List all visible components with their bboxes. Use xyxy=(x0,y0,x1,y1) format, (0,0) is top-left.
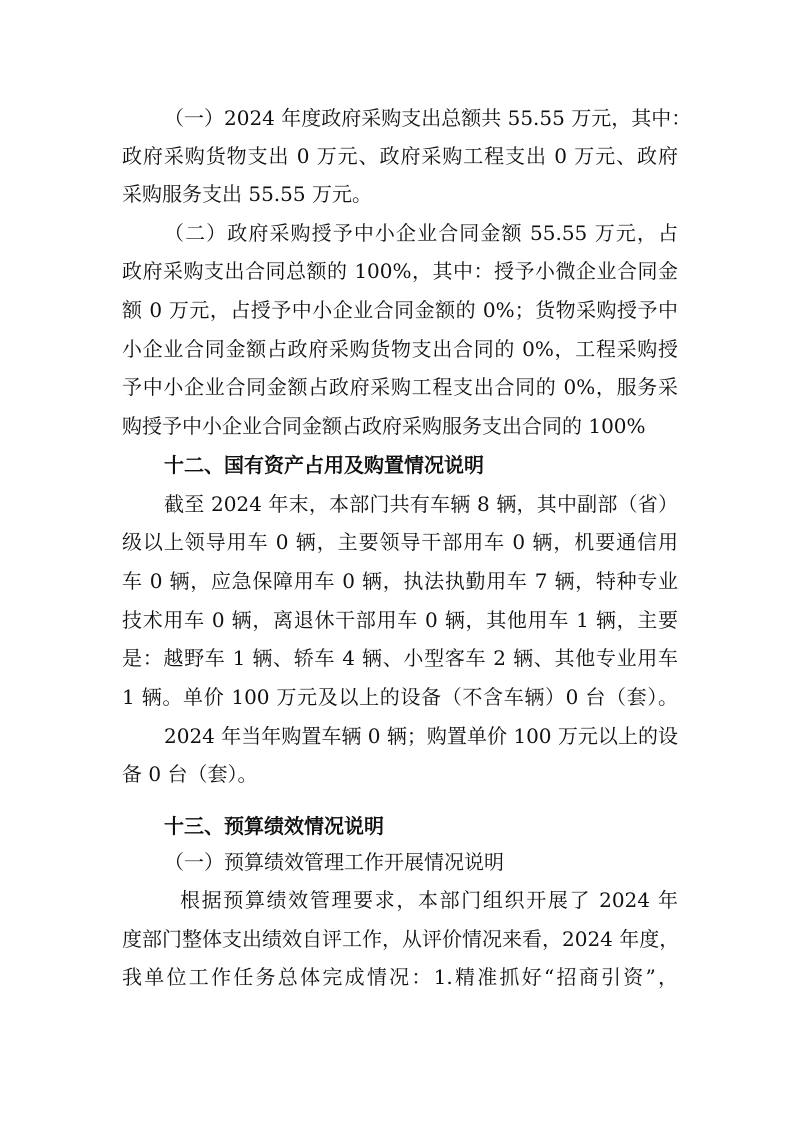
text-line: 政府采购货物支出 0 万元、政府采购工程支出 0 万元、政府 xyxy=(122,144,678,168)
text-line: 度部门整体支出绩效自评工作，从评价情况来看，2024 年度， xyxy=(122,927,680,951)
text-line: 截至 2024 年末，本部门共有车辆 8 辆，其中副部（省） xyxy=(164,492,678,516)
section-heading-13: 十三、预算绩效情况说明 xyxy=(164,814,384,838)
text-line: 政府采购支出合同总额的 100%，其中：授予小微企业合同金 xyxy=(122,259,678,283)
section-heading-12: 十二、国有资产占用及购置情况说明 xyxy=(164,453,484,477)
text-line: （二）政府采购授予中小企业合同金额 55.55 万元，占 xyxy=(164,221,678,245)
text-line: 我单位工作任务总体完成情况：1.精准抓好“招商引资”， xyxy=(122,965,678,989)
text-line: 技术用车 0 辆，离退休干部用车 0 辆，其他用车 1 辆，主要 xyxy=(122,608,678,632)
text-line: 备 0 台（套）。 xyxy=(122,762,258,786)
text-line: 车 0 辆，应急保障用车 0 辆，执法执勤用车 7 辆，特种专业 xyxy=(122,569,678,593)
subheading: （一）预算绩效管理工作开展情况说明 xyxy=(164,850,504,874)
text-line: 采购服务支出 55.55 万元。 xyxy=(122,182,372,206)
text-line: （一）2024 年度政府采购支出总额共 55.55 万元，其中： xyxy=(164,106,692,130)
text-line: 予中小企业合同金额占政府采购工程支出合同的 0%，服务采 xyxy=(122,375,678,399)
text-line: 根据预算绩效管理要求，本部门组织开展了 2024 年 xyxy=(180,888,678,912)
text-line: 小企业合同金额占政府采购货物支出合同的 0%，工程采购授 xyxy=(122,337,678,361)
text-line: 2024 年当年购置车辆 0 辆；购置单价 100 万元以上的设 xyxy=(164,724,678,748)
text-line: 购授予中小企业合同金额占政府采购服务支出合同的 100% xyxy=(122,414,646,438)
text-line: 是：越野车 1 辆、轿车 4 辆、小型客车 2 辆、其他专业用车 xyxy=(122,646,678,670)
text-line: 额 0 万元，占授予中小企业合同金额的 0%；货物采购授予中 xyxy=(122,298,678,322)
text-line: 1 辆。单价 100 万元及以上的设备（不含车辆）0 台（套）。 xyxy=(122,685,678,709)
text-line: 级以上领导用车 0 辆，主要领导干部用车 0 辆，机要通信用 xyxy=(122,530,678,554)
